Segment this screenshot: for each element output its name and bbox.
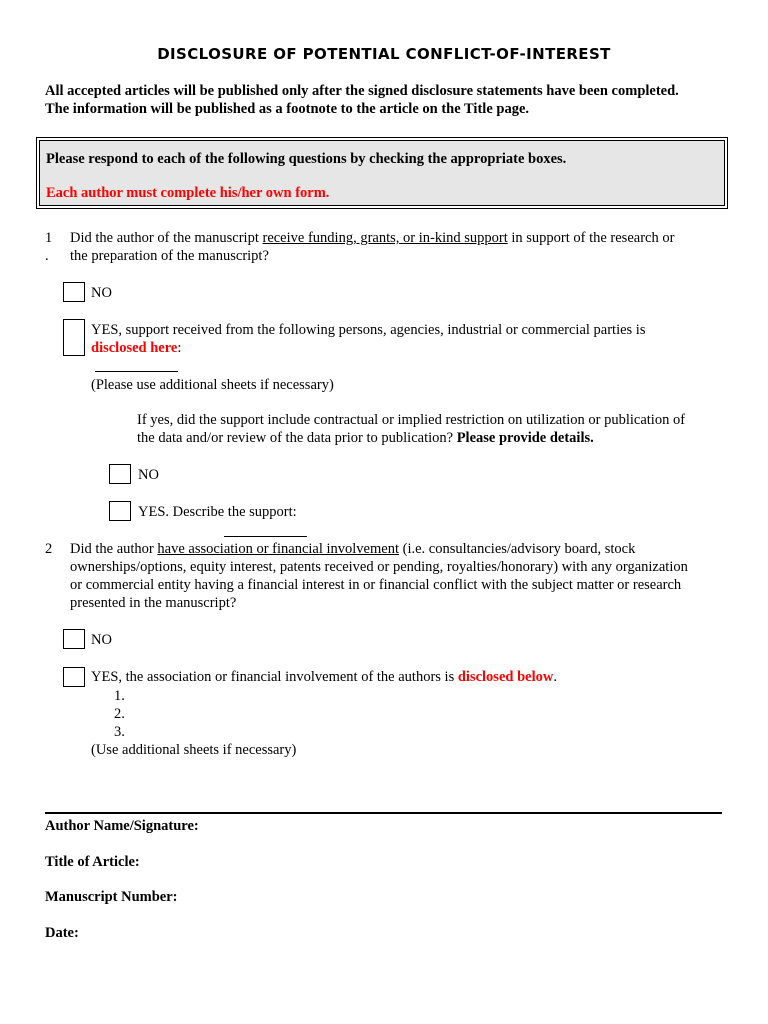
question-1-number-suffix: . xyxy=(45,248,49,264)
instruction-text: Please respond to each of the following questions by checking the appropriate boxes. xyxy=(46,151,567,167)
question-1-text-after: in support of the research or xyxy=(507,230,675,246)
question-1-text xyxy=(70,229,720,265)
q1-followup-yes-checkbox[interactable] xyxy=(109,501,131,521)
list-item: 2. xyxy=(114,706,125,722)
q1-no-checkbox[interactable] xyxy=(63,282,85,302)
q1-yes-line-1: YES, support received from the following persons, agencies, industrial or commercial parties is xyxy=(91,322,646,338)
question-2-text-before: Did the author xyxy=(70,541,158,557)
intro-text xyxy=(45,82,735,118)
q1-disclosure-line[interactable] xyxy=(95,371,178,372)
instruction-box xyxy=(36,137,728,209)
intro-line-2: The information will be published as a footnote to the article on the Title page. xyxy=(45,101,530,117)
question-1-line-1 xyxy=(70,229,720,247)
warning-text: Each author must complete his/her own form. xyxy=(46,185,330,201)
q1-followup-provide-details: Please provide details. xyxy=(456,430,594,446)
q2-additional-sheets-note: (Use additional sheets if necessary) xyxy=(91,742,297,758)
question-1-text-before: Did the author of the manuscript xyxy=(70,230,263,246)
q1-followup-no-checkbox[interactable] xyxy=(109,464,131,484)
q2-no-checkbox[interactable] xyxy=(63,629,85,649)
question-2-text xyxy=(70,540,720,612)
q1-followup-no-label: NO xyxy=(138,467,159,483)
question-1-number-digit: 1 xyxy=(45,230,53,246)
list-item: 3. xyxy=(114,724,125,740)
question-2-number: 2 xyxy=(45,541,53,557)
q1-yes-line-2 xyxy=(91,339,731,357)
q1-followup-yes-label: YES. Describe the support: xyxy=(138,504,297,520)
q1-followup-question xyxy=(137,411,737,447)
question-2-line-1 xyxy=(70,540,720,558)
q2-no-label: NO xyxy=(91,632,112,648)
q2-disclosure-list xyxy=(114,687,125,741)
list-item: 1. xyxy=(114,688,125,704)
q1-additional-sheets-note: (Please use additional sheets if necessary) xyxy=(91,377,334,393)
q2-yes-period: . xyxy=(553,669,557,685)
question-2-text-after: (i.e. consultancies/advisory board, stock xyxy=(398,541,636,557)
q1-followup-line-2 xyxy=(137,429,737,447)
question-2-line-2: ownerships/options, equity interest, patents received or pending, royalties/honorary) with any organization xyxy=(70,559,688,575)
q1-followup-line-1: If yes, did the support include contractual or implied restriction on utilization or publication of xyxy=(137,412,686,428)
q1-no-label: NO xyxy=(91,285,112,301)
manuscript-number-label: Manuscript Number: xyxy=(45,889,178,905)
q1-yes-label xyxy=(91,321,731,357)
q1-followup-describe-line[interactable] xyxy=(224,536,307,537)
q1-disclosed-here: disclosed here xyxy=(91,340,178,356)
instruction-box-inner xyxy=(39,140,725,206)
question-2-underlined-phrase: have association or financial involvement xyxy=(157,541,399,557)
signature-divider xyxy=(45,812,722,814)
form-title: DISCLOSURE OF POTENTIAL CONFLICT-OF-INTEREST xyxy=(157,45,611,63)
q1-yes-checkbox[interactable] xyxy=(63,319,85,356)
question-1-line-2: the preparation of the manuscript? xyxy=(70,248,269,264)
q2-disclosed-below: disclosed below xyxy=(457,669,554,685)
intro-line-1: All accepted articles will be published only after the signed disclosure statements have been completed. xyxy=(45,83,679,99)
date-label: Date: xyxy=(45,925,79,941)
q1-followup-line-2-plain: the data and/or review of the data prior to publication? xyxy=(137,430,457,446)
article-title-label: Title of Article: xyxy=(45,854,140,870)
q2-yes-plain: YES, the association or financial involvement of the authors is xyxy=(91,669,458,685)
author-signature-label: Author Name/Signature: xyxy=(45,818,199,834)
q1-yes-colon: : xyxy=(177,340,182,356)
question-1-underlined-phrase: receive funding, grants, or in-kind support xyxy=(262,230,508,246)
q2-yes-checkbox[interactable] xyxy=(63,667,85,687)
question-2-line-3: or commercial entity having a financial interest in or financial conflict with the subject matter or research xyxy=(70,577,682,593)
question-1-number xyxy=(45,229,65,265)
question-2-line-4: presented in the manuscript? xyxy=(70,595,237,611)
q2-yes-label xyxy=(91,668,731,686)
